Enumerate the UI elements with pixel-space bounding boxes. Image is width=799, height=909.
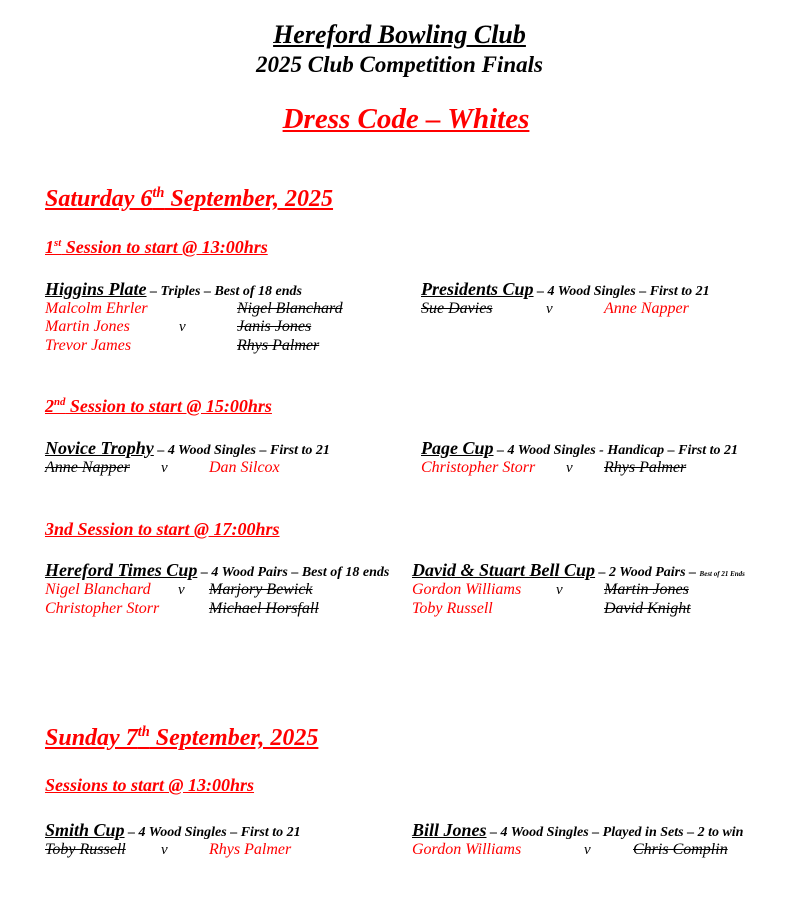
sunday-session-heading: Sessions to start @ 13:00hrs (45, 775, 255, 795)
bell-cup-b-player-2: David Knight (604, 600, 691, 617)
hereford-times-b-player-1: Marjory Bewick (209, 581, 313, 598)
higgins-a-player-2: Martin Jones (45, 318, 130, 335)
novice-player-b: Dan Silcox (209, 459, 280, 476)
bill-jones-versus: v (584, 842, 591, 858)
presidents-versus: v (546, 301, 553, 317)
higgins-b-player-1: Nigel Blanchard (237, 300, 343, 317)
bill-jones-player-b: Chris Complin (633, 841, 728, 858)
smith-cup-versus: v (161, 842, 168, 858)
page-subtitle: 2025 Club Competition Finals (256, 52, 543, 77)
page-cup-player-a: Christopher Storr (421, 459, 536, 476)
novice-trophy-title: Novice Trophy – 4 Wood Singles – First to 21 (45, 438, 330, 458)
dress-code-heading: Dress Code – Whites (282, 103, 530, 135)
hereford-times-a-player-1: Nigel Blanchard (45, 581, 151, 598)
session-1-heading: 1st Session to start @ 13:00hrs (45, 237, 268, 257)
higgins-b-player-2: Janis Jones (237, 318, 312, 335)
presidents-cup-title: Presidents Cup – 4 Wood Singles – First to 21 (421, 279, 710, 299)
bell-cup-versus: v (556, 582, 563, 598)
sunday-heading: Sunday 7th September, 2025 (45, 724, 319, 751)
smith-cup-player-a: Toby Russell (45, 841, 126, 858)
higgins-plate-title: Higgins Plate – Triples – Best of 18 ends (45, 279, 302, 299)
hereford-times-versus: v (178, 582, 185, 598)
bell-cup-title: David & Stuart Bell Cup – 2 Wood Pairs – Best of 21 Ends (412, 560, 745, 580)
smith-cup-title: Smith Cup – 4 Wood Singles – First to 21 (45, 820, 301, 840)
higgins-a-player-1: Malcolm Ehrler (45, 300, 148, 317)
bell-cup-a-player-2: Toby Russell (412, 600, 493, 617)
bill-jones-player-a: Gordon Williams (412, 841, 522, 858)
bell-cup-a-player-1: Gordon Williams (412, 581, 522, 598)
bill-jones-title: Bill Jones – 4 Wood Singles – Played in Sets – 2 to win (412, 820, 744, 840)
novice-versus: v (161, 460, 168, 476)
smith-cup-player-b: Rhys Palmer (209, 841, 292, 858)
novice-player-a: Anne Napper (45, 459, 130, 476)
hereford-times-b-player-2: Michael Horsfall (209, 600, 319, 617)
higgins-b-player-3: Rhys Palmer (237, 337, 320, 354)
presidents-player-a: Sue Davies (421, 300, 493, 317)
page-cup-title: Page Cup – 4 Wood Singles - Handicap – First to 21 (421, 438, 739, 458)
session-2-heading: 2nd Session to start @ 15:00hrs (45, 396, 272, 416)
club-title: Hereford Bowling Club (273, 20, 526, 49)
bell-cup-b-player-1: Martin Jones (604, 581, 689, 598)
higgins-a-player-3: Trevor James (45, 337, 132, 354)
page-cup-player-b: Rhys Palmer (604, 459, 687, 476)
presidents-player-b: Anne Napper (604, 300, 689, 317)
page-cup-versus: v (566, 460, 573, 476)
session-3-heading: 3nd Session to start @ 17:00hrs (45, 519, 280, 539)
hereford-times-cup-title: Hereford Times Cup – 4 Wood Pairs – Best of 18 ends (45, 560, 390, 580)
saturday-heading: Saturday 6th September, 2025 (45, 185, 334, 212)
hereford-times-a-player-2: Christopher Storr (45, 600, 160, 617)
higgins-versus: v (179, 319, 186, 335)
